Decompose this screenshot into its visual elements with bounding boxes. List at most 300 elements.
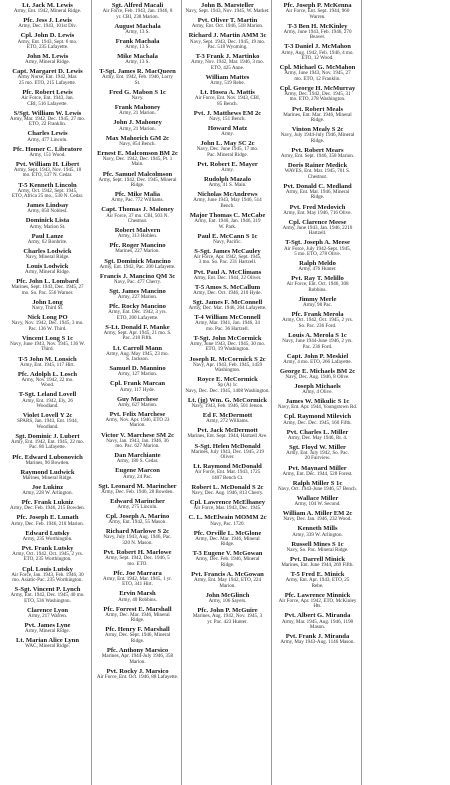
entry-name: Pfc. Robert Lewis bbox=[22, 89, 73, 97]
roster-entry bbox=[274, 311, 361, 329]
entry-service-detail: ETO, 425 Anne. bbox=[210, 64, 245, 71]
roster-entry bbox=[184, 233, 271, 246]
roster-entry bbox=[4, 278, 91, 296]
entry-service-detail: Navy, Apr. 1943, Feb. 1945, 1459 Washington. bbox=[193, 361, 262, 374]
roster-entry bbox=[274, 64, 361, 82]
roster-entry bbox=[274, 383, 361, 396]
entry-name: S-Sgt. Vincent P. Lynch bbox=[14, 586, 81, 594]
roster-entry bbox=[184, 607, 271, 625]
entry-service-detail: ETO, 235 Worthington. bbox=[23, 556, 72, 563]
column-rule bbox=[271, 0, 272, 785]
entry-service-detail: Army, 477 Lincoln. bbox=[27, 136, 68, 143]
entry-service-detail: Hartzell. bbox=[308, 230, 327, 237]
roster-entry bbox=[184, 89, 271, 107]
roster-entry bbox=[4, 335, 91, 353]
entry-service-detail: Army, Ent. 1942, Dec. 1945, 40 mo. bbox=[10, 592, 85, 599]
roster-entry bbox=[4, 637, 91, 650]
entry-service-detail: Army, June 1943, Nov. 1945, 27 bbox=[284, 70, 351, 77]
entry-service-detail: Navy, Dec. Dec. 1945, 1408 Washington. bbox=[185, 387, 270, 394]
roster-entry bbox=[94, 452, 181, 465]
entry-service-detail: Chestnut. bbox=[307, 173, 328, 180]
entry-service-detail: Air Force, July 1942-Sept. 1945, bbox=[284, 245, 351, 252]
entry-name: T-3 Frank J. Martinko bbox=[195, 53, 260, 61]
entry-service-detail: Ridge. bbox=[130, 617, 145, 624]
entry-name: Lt. Jack M. Lewis bbox=[22, 2, 73, 9]
entry-service-detail: mo. Asiatic-Pac. 235 Worthington. bbox=[12, 577, 83, 584]
entry-service-detail: Warren. bbox=[309, 13, 326, 20]
roster-entry bbox=[274, 43, 361, 61]
entry-name: William Mattes bbox=[205, 73, 250, 81]
entry-service-detail: Marines, Mineral Ridge. bbox=[22, 474, 73, 481]
entry-service-detail: Army, Dec. 1943, 101st Div. bbox=[18, 23, 77, 30]
entry-service-detail: Army, 228 W. Arlington. bbox=[22, 490, 73, 497]
roster-entry bbox=[274, 106, 361, 124]
entry-name: T-3 Daniel J. McMahon bbox=[284, 43, 351, 51]
entry-service-detail: Air Force, Ent. Oct. 1946, 308 bbox=[286, 281, 349, 288]
entry-service-detail: Army, Ent. July 1942, So. Pac. bbox=[286, 449, 349, 456]
roster-entry bbox=[274, 525, 361, 538]
entry-name: August Machala bbox=[114, 22, 161, 30]
entry-service-detail: Army, 98 Pac. bbox=[302, 302, 333, 309]
entry-name: S-Sgt. James McCauley bbox=[194, 247, 261, 255]
roster-entry bbox=[184, 2, 271, 15]
entry-service-detail: 20 Fairview. bbox=[304, 455, 331, 462]
roster-entry bbox=[274, 204, 361, 217]
entry-service-detail: Marion. bbox=[219, 582, 236, 589]
entry-name: Pfc. Anthony Marsico bbox=[106, 647, 169, 655]
entry-name: Pvt. Felix Marchese bbox=[109, 410, 166, 418]
entry-service-detail: Navy, Dec. June 1945, 17 mo. bbox=[196, 146, 259, 153]
entry-service-detail: Army, Nov. 1942, 22 mo. bbox=[21, 376, 74, 383]
entry-name: Pfc. Joseph P. McKenna bbox=[283, 2, 352, 9]
roster-entry bbox=[94, 135, 181, 148]
entry-service-detail: Pac. 518 Wyoming. bbox=[207, 44, 248, 51]
roster-entry bbox=[4, 110, 91, 128]
roster-entry bbox=[94, 2, 181, 20]
entry-name: Pfc. John P. McGuire bbox=[197, 606, 258, 614]
roster-entry bbox=[4, 530, 91, 543]
entry-name: James W. Mikulic S 1c bbox=[285, 398, 350, 406]
entry-service-detail: mo. ETO, 537 N. Cedar. bbox=[22, 172, 73, 179]
roster-entry bbox=[4, 499, 91, 512]
roster-entry bbox=[274, 592, 361, 610]
entry-service-detail: Army, Ent. 1942, Ent. 1945, 22 mo. bbox=[11, 438, 84, 445]
entry-name: Pvt. Robert Mears bbox=[291, 146, 344, 154]
entry-name: Francis J. Mancino QM 3c bbox=[99, 272, 176, 280]
entry-service-detail: WAC, Mineral Ridge. bbox=[25, 643, 70, 650]
entry-name: Pvt. Robert E. Mayer bbox=[197, 160, 258, 168]
entry-name: Rudolph Mazalo bbox=[203, 176, 252, 184]
entry-service-detail: S. Jackson. bbox=[126, 356, 149, 363]
entry-service-detail: Navy. bbox=[131, 95, 144, 102]
entry-name: Frank Mahoney bbox=[114, 104, 161, 112]
entry-service-detail: mo. Pac. 36 Hartzell. bbox=[205, 325, 249, 332]
roster-entry bbox=[94, 303, 181, 321]
entry-name: Pvt. Darrell Minick bbox=[290, 555, 345, 563]
entry-service-detail: Army. bbox=[221, 131, 234, 138]
entry-name: Richard Marlowe S 2c bbox=[105, 528, 170, 536]
roster-entry bbox=[94, 227, 181, 240]
entry-service-detail: Navy, July 1944-July 1946, Mineral bbox=[280, 132, 355, 139]
entry-service-detail: Army, Ent. 1940, Jan. 1946, 319 bbox=[194, 218, 261, 225]
entry-name: Pvt. Ray T. Melillo bbox=[291, 275, 344, 283]
entry-service-detail: Army, Sept. 1942, Dec. 1946, 5 bbox=[105, 555, 170, 562]
entry-name: Pvt. Paul A. McClimans bbox=[193, 268, 262, 276]
entry-service-detail: Navy, Dec. Jan. 1946, 232 Wood. bbox=[283, 516, 352, 523]
entry-service-detail: Marines, Aug. 1942, Nov. 1945, 3 bbox=[192, 613, 263, 620]
entry-name: Ralph Miller S 1c bbox=[292, 479, 343, 487]
roster-entry bbox=[94, 206, 181, 224]
entry-service-detail: ETO, 19 Washington. bbox=[205, 346, 250, 353]
entry-service-detail: Air Force, 37 mo. CBI, 503 N. bbox=[106, 212, 169, 219]
roster-entry bbox=[274, 147, 361, 160]
roster-entry bbox=[274, 162, 361, 180]
roster-entry bbox=[184, 427, 271, 440]
entry-service-detail: Army, 217 Warren. bbox=[27, 613, 68, 620]
entry-service-detail: Army, Dec. Feb. 1946, 215 Bowden. bbox=[10, 505, 85, 512]
entry-name: Wallace Miller bbox=[296, 494, 339, 502]
entry-service-detail: Navy, 1943, Feb. 1946, 501 Jetson. bbox=[191, 403, 264, 410]
entry-name: Pfc. Joseph E. Lunath bbox=[16, 514, 79, 522]
entry-service-detail: Marines, July 1943, Dec. 1945, 219 bbox=[191, 448, 264, 455]
roster-entry bbox=[274, 444, 361, 462]
roster-entry bbox=[184, 125, 271, 138]
entry-name: George E. Michaels BM 2c bbox=[279, 367, 356, 375]
entry-name: Sgt. James F. McConnell bbox=[192, 298, 263, 306]
roster-entry bbox=[4, 161, 91, 179]
entry-name: Cpl. Louis Lutsky bbox=[22, 565, 73, 573]
entry-service-detail: Army, 151 Wood. bbox=[29, 151, 66, 158]
roster-entry bbox=[94, 396, 181, 409]
entry-service-detail: mo. So. Pac. 556 Warner. bbox=[21, 289, 74, 296]
entry-service-detail: Chestnut. bbox=[127, 218, 148, 225]
roster-entry bbox=[94, 89, 181, 102]
entry-name: Edward Marincher bbox=[110, 497, 165, 505]
entry-name: Robert Malvern bbox=[114, 227, 161, 235]
roster-entry bbox=[274, 480, 361, 493]
entry-service-detail: Army, Sept. 1943, Nov. 1945, 18 bbox=[13, 166, 82, 173]
entry-service-detail: Army, 476 Hunter. bbox=[298, 266, 337, 273]
entry-name: T-5 Kenneth Lincoln bbox=[18, 181, 77, 189]
entry-service-detail: Army, 4 mo. ETO, 266 Lafayette. bbox=[283, 358, 352, 365]
entry-service-detail: Army, Ent. Sept. 1946, 358 Marion. bbox=[280, 153, 355, 160]
roster-entry bbox=[184, 17, 271, 30]
entry-name: Pfc. Samuel Malcolmson bbox=[102, 170, 173, 178]
entry-name: Pvt. Jack McDermott bbox=[197, 427, 258, 435]
entry-name: Violet Lovell Y 2c bbox=[22, 412, 73, 420]
roster-entry bbox=[4, 433, 91, 451]
roster-entry bbox=[184, 212, 271, 230]
entry-service-detail: Army, 272 Williams. bbox=[206, 418, 249, 425]
entry-name: Joseph Michaels bbox=[294, 383, 341, 391]
entry-name: Sgt. Leonard M. Marincher bbox=[98, 482, 177, 490]
entry-name: Pfc. Joe Marrara bbox=[113, 569, 162, 577]
entry-name: Pvt. Charles L. Miller bbox=[286, 428, 349, 436]
entry-service-detail: yr. Pac. 423 Hunter. bbox=[207, 618, 248, 625]
roster-entry bbox=[4, 586, 91, 604]
entry-service-detail: Army, 21 Marion. bbox=[119, 110, 156, 117]
entry-name: Ervin Marsh bbox=[119, 590, 156, 598]
roster-column-3 bbox=[184, 2, 271, 625]
entry-service-detail: Third. bbox=[41, 346, 54, 353]
entry-name: C. L. McElwain MOMM 2c bbox=[188, 514, 267, 522]
entry-service-detail: Marines, Sept. 1943, Dec. 1945, 27 bbox=[11, 284, 84, 291]
roster-entry bbox=[274, 413, 361, 426]
entry-service-detail: Army, Sept. 1942, Dec. 1945, Mineral bbox=[98, 176, 177, 183]
roster-entry bbox=[94, 411, 181, 429]
entry-name: Ralph Meldo bbox=[299, 260, 336, 268]
roster-entry bbox=[94, 528, 181, 546]
entry-name: Clarence Lyon bbox=[26, 606, 69, 614]
roster-entry bbox=[184, 443, 271, 461]
entry-service-detail: Army, 13 S. bbox=[125, 59, 150, 66]
entry-service-detail: ETO, 341 Hirt. bbox=[122, 581, 153, 588]
entry-service-detail: Army, 13 S. bbox=[125, 44, 150, 51]
entry-service-detail: Army, Dec. Mar. 1946, Mineral bbox=[195, 535, 260, 542]
entry-service-detail: Army, June 1943, May 1946, 514 bbox=[193, 197, 262, 204]
entry-name: Richard J. Martin AMM 3c bbox=[188, 32, 267, 40]
entry-name: Jimmy Merle bbox=[298, 296, 337, 304]
roster-entry bbox=[4, 371, 91, 389]
roster-entry bbox=[4, 182, 91, 200]
entry-service-detail: Oliver. bbox=[220, 454, 235, 461]
entry-service-detail: Marines, 227 Marion. bbox=[115, 248, 160, 255]
entry-service-detail: Army, 627 Marion. bbox=[117, 401, 158, 408]
entry-name: Kenneth Mills bbox=[297, 525, 338, 533]
entry-name: Pfc. Frank Merola bbox=[291, 311, 344, 319]
entry-service-detail: Army, Ent. Dec. 1944, 22 Oliver. bbox=[193, 274, 262, 281]
roster-entry bbox=[94, 242, 181, 255]
roster-entry bbox=[184, 376, 271, 394]
roster-entry bbox=[4, 233, 91, 246]
entry-name: Samuel D. Mannino bbox=[109, 365, 166, 373]
entry-service-detail: Navy, Ent. Apr. 1944, Youngstown Rd. bbox=[277, 404, 358, 411]
entry-service-detail: Pac. 218 Fifth. bbox=[122, 335, 153, 342]
roster-entry bbox=[94, 606, 181, 624]
roster-entry bbox=[274, 183, 361, 201]
entry-service-detail: yr. CBI, 238 Marion. bbox=[116, 13, 159, 20]
entry-service-detail: Army, Dec. Feb. 1946, Mineral bbox=[195, 556, 260, 563]
entry-service-detail: Army, 339 W. Arlington. bbox=[292, 531, 343, 538]
entry-service-detail: Navy, Sept. 1943, Nov. 1945, W. Market. bbox=[185, 8, 270, 15]
roster-entry bbox=[4, 412, 91, 430]
entry-service-detail: Army, Marion St. bbox=[29, 223, 66, 230]
entry-service-detail: Army, 227 Marion. bbox=[117, 294, 158, 301]
entry-service-detail: Pac. 86 Lafayette. bbox=[29, 444, 66, 451]
roster-entry bbox=[184, 571, 271, 589]
entry-service-detail: Woodland. bbox=[36, 423, 59, 430]
entry-name: Eugene Marcon bbox=[115, 467, 160, 475]
entry-name: Nick Long PO bbox=[27, 314, 68, 322]
roster-entry bbox=[184, 140, 271, 158]
roster-entry bbox=[274, 260, 361, 273]
roster-entry bbox=[274, 633, 361, 646]
entry-name: Sgt. Alfred Macali bbox=[111, 2, 164, 9]
entry-service-detail: Army, Ent. 1945, 117 Hirt. bbox=[20, 361, 75, 368]
roster-entry bbox=[94, 467, 181, 480]
entry-name: Royce E. McCormick bbox=[197, 376, 258, 384]
roster-entry bbox=[94, 53, 181, 66]
entry-service-detail: Army, 127 Marion. bbox=[117, 371, 158, 378]
entry-service-detail: Marines, Ent. June 1944, 269 Fifth. bbox=[281, 561, 354, 568]
roster-entry bbox=[184, 32, 271, 50]
roster-entry bbox=[4, 622, 91, 635]
entry-service-detail: Army, Oct. 1942, Oct. 1945, 2 yrs. bbox=[12, 550, 83, 557]
entry-service-detail: Air Force, Feb. 1943, Jan. 1946, 8 bbox=[102, 8, 173, 15]
roster-entry bbox=[94, 324, 181, 342]
entry-name: Frank Machala bbox=[115, 37, 160, 45]
entry-name: Doris Rainer Medick bbox=[287, 162, 348, 170]
entry-service-detail: Army, Mar. 1941, Jan. 1946, 34 bbox=[195, 320, 260, 327]
entry-service-detail: Navy, Pac. 477 Cherry. bbox=[113, 278, 162, 285]
roster-entry bbox=[94, 647, 181, 665]
entry-service-detail: Army, Nov. 1942, Mar. 1946, 3 mo. bbox=[191, 59, 264, 66]
entry-service-detail: Bench. bbox=[220, 202, 235, 209]
entry-service-detail: Army, Mar. 1942, Dec. 1945, 27 mo. bbox=[9, 115, 86, 122]
roster-entry bbox=[184, 176, 271, 189]
entry-name: Louis Lodwick bbox=[26, 263, 69, 271]
entry-name: Joseph R. McCormick S 2c bbox=[189, 355, 266, 363]
roster-entry bbox=[184, 191, 271, 209]
column-rule bbox=[361, 0, 362, 785]
entry-service-detail: Army. bbox=[221, 166, 234, 173]
roster-entry bbox=[274, 219, 361, 237]
entry-service-detail: Army, 62 Bonbrite. bbox=[27, 238, 68, 245]
entry-name: Pfc. Henry F. Marshall bbox=[105, 626, 170, 634]
entry-service-detail: Army, Sept. Apr. 1945, 21 mo. S. bbox=[103, 329, 172, 336]
entry-name: William A. Miller EM 2c bbox=[282, 510, 353, 518]
entry-service-detail: ETO, 22 Franklin. bbox=[28, 121, 67, 128]
entry-service-detail: St. bbox=[134, 79, 141, 86]
entry-service-detail: Navy, June 1943, Nov. 1945, 136 W. bbox=[10, 340, 85, 347]
roster-entry bbox=[184, 248, 271, 266]
entry-service-detail: Wood. bbox=[40, 382, 55, 389]
entry-name: Louis A. Merola S 1c bbox=[288, 331, 347, 339]
entry-service-detail: Navy, Nov. 1942, Dec. 1945, 3 mo. bbox=[11, 320, 84, 327]
entry-service-detail: ETO, 536 Washington. bbox=[24, 597, 71, 604]
roster-entry bbox=[94, 288, 181, 301]
entry-name: Charles Lodwick bbox=[23, 247, 72, 255]
entry-name: Lt. Hosea A. Mattis bbox=[200, 89, 255, 97]
entry-service-detail: Army, Dec. Mar. 1946, 264 Lafayette. bbox=[188, 305, 267, 312]
roster-entry bbox=[4, 545, 91, 563]
entry-service-detail: Air Force, Ent. Sept. 1944, 960 bbox=[285, 8, 350, 15]
entry-name: Pvt. Robert Meals bbox=[291, 105, 344, 113]
entry-service-detail: Army, Aug. 1942, Feb. 1946, 4 mo. bbox=[281, 49, 354, 56]
entry-service-detail: Marines, Apr. 1944-July 1946, 358 bbox=[101, 653, 174, 660]
entry-name: Pvt. Rocky J. Marsico bbox=[106, 667, 169, 675]
entry-service-detail: Air Force, Ent. Mar. 1943, 1725 bbox=[194, 469, 261, 476]
entry-name: Joe Lukinz bbox=[31, 483, 64, 491]
entry-service-detail: Army, Ent. May 1946, 716 Olive. bbox=[283, 209, 352, 216]
roster-entry bbox=[184, 284, 271, 297]
entry-name: Howard Matz bbox=[207, 124, 248, 132]
entry-name: Cpl. Joseph A. Marino bbox=[105, 513, 170, 521]
roster-entry bbox=[184, 514, 271, 527]
entry-service-detail: Army, 21 Marion. bbox=[119, 125, 156, 132]
entry-name: Dan Marchiante bbox=[114, 452, 161, 460]
entry-service-detail: Army, 519 Rebe. bbox=[210, 79, 245, 86]
entry-service-detail: Army, Ent. 1942, Ely, 26 bbox=[22, 397, 73, 404]
roster-entry bbox=[4, 263, 91, 276]
entry-name: Fred G. Mabon S 1c bbox=[109, 89, 166, 97]
entry-name: Vincent Long S 1c bbox=[21, 334, 74, 342]
entry-name: Dominick Lista bbox=[25, 217, 70, 225]
roster-entry bbox=[4, 53, 91, 66]
entry-name: John Long bbox=[32, 298, 63, 306]
entry-name: Pfc. Forrest E. Marshall bbox=[103, 605, 172, 613]
entry-service-detail: Marines, 96 Bowden. bbox=[25, 459, 70, 466]
entry-name: Lt. Marian Alice Lynn bbox=[15, 637, 79, 645]
entry-name: T-Sgt. James R. MacQueen bbox=[99, 68, 176, 76]
roster-entry bbox=[184, 110, 271, 123]
entry-service-detail: Marines, Ent. Mar. 1946, Mineral bbox=[283, 111, 352, 118]
roster-entry bbox=[274, 126, 361, 144]
entry-name: Sgt. Dominick Mancino bbox=[104, 257, 171, 265]
roster-entry bbox=[274, 23, 361, 41]
column-rule bbox=[91, 0, 92, 785]
entry-service-detail: SPARS, Jan. 1943, Ent. 1944, bbox=[17, 418, 78, 425]
roster-entry bbox=[94, 549, 181, 567]
roster-entry bbox=[4, 202, 91, 215]
entry-service-detail: Navy, 151 Bench. bbox=[209, 115, 246, 122]
roster-entry bbox=[184, 592, 271, 605]
entry-service-detail: Ridge. bbox=[220, 561, 235, 568]
roster-entry bbox=[4, 248, 91, 261]
entry-name: T-5 Amos S. McCallum bbox=[194, 283, 261, 291]
roster-entry bbox=[274, 429, 361, 442]
entry-service-detail: Marion. bbox=[129, 658, 146, 665]
roster-entry bbox=[274, 239, 361, 257]
entry-service-detail: Army, 40 Robbins. bbox=[118, 596, 157, 603]
entry-name: Pfc. Roger Mancino bbox=[109, 242, 166, 250]
entry-name: Raymond Ludwick bbox=[20, 468, 75, 476]
roster-entry bbox=[94, 432, 181, 450]
entry-name: Cpl. Raymond Milevich bbox=[283, 413, 352, 421]
entry-name: T-5 John M. Lonsich bbox=[18, 355, 77, 363]
roster-entry bbox=[184, 530, 271, 548]
roster-entry bbox=[274, 510, 361, 523]
entry-name: Pfc. Jess J. Lewis bbox=[23, 17, 72, 25]
entry-service-detail: Army, Nov. Apr. 1946, ETO 23 bbox=[105, 416, 170, 423]
entry-service-detail: Army, Dec. Sept. 1946, Mineral bbox=[104, 632, 171, 639]
entry-service-detail: Army, May 1943-Aug. 1146 Mason. bbox=[280, 639, 355, 646]
entry-name: Paul Lanze bbox=[31, 232, 64, 240]
entry-service-detail: Army, Dec. May 1946, Rt. 4. bbox=[287, 434, 348, 441]
entry-service-detail: Navy, Pacific. bbox=[213, 238, 242, 245]
roster-entry bbox=[4, 514, 91, 527]
entry-service-detail: Army, Dec. Feb. 1946, 218 Marion. bbox=[11, 520, 84, 527]
roster-entry bbox=[94, 23, 181, 36]
entry-name: Pvt. J. Matthews EM 2c bbox=[193, 109, 262, 117]
entry-service-detail: ETO, 12 Wood. bbox=[301, 55, 334, 62]
entry-service-detail: Army, Dec. Feb. 1946, 28 Bowden. bbox=[101, 488, 174, 495]
roster-entry bbox=[4, 607, 91, 620]
roster-entry bbox=[94, 171, 181, 189]
entry-name: Charles Lewis bbox=[27, 130, 68, 138]
entry-service-detail: Mason. bbox=[309, 624, 326, 631]
entry-name: Pfc. Orville L. McGlone bbox=[193, 529, 262, 537]
entry-service-detail: Ridge. bbox=[310, 194, 325, 201]
roster-entry bbox=[184, 356, 271, 374]
roster-entry bbox=[274, 571, 361, 589]
entry-name: Max Mahorich GM 2c bbox=[105, 134, 170, 142]
entry-service-detail: Ridge. bbox=[130, 182, 145, 189]
entry-service-detail: Army, Pac. 772 Williams. bbox=[111, 197, 164, 204]
roster-entry bbox=[274, 465, 361, 478]
entry-service-detail: 5 mo. ETO, 278 Olive. bbox=[294, 251, 341, 258]
entry-service-detail: Army, Mineral Ridge. bbox=[25, 269, 70, 276]
